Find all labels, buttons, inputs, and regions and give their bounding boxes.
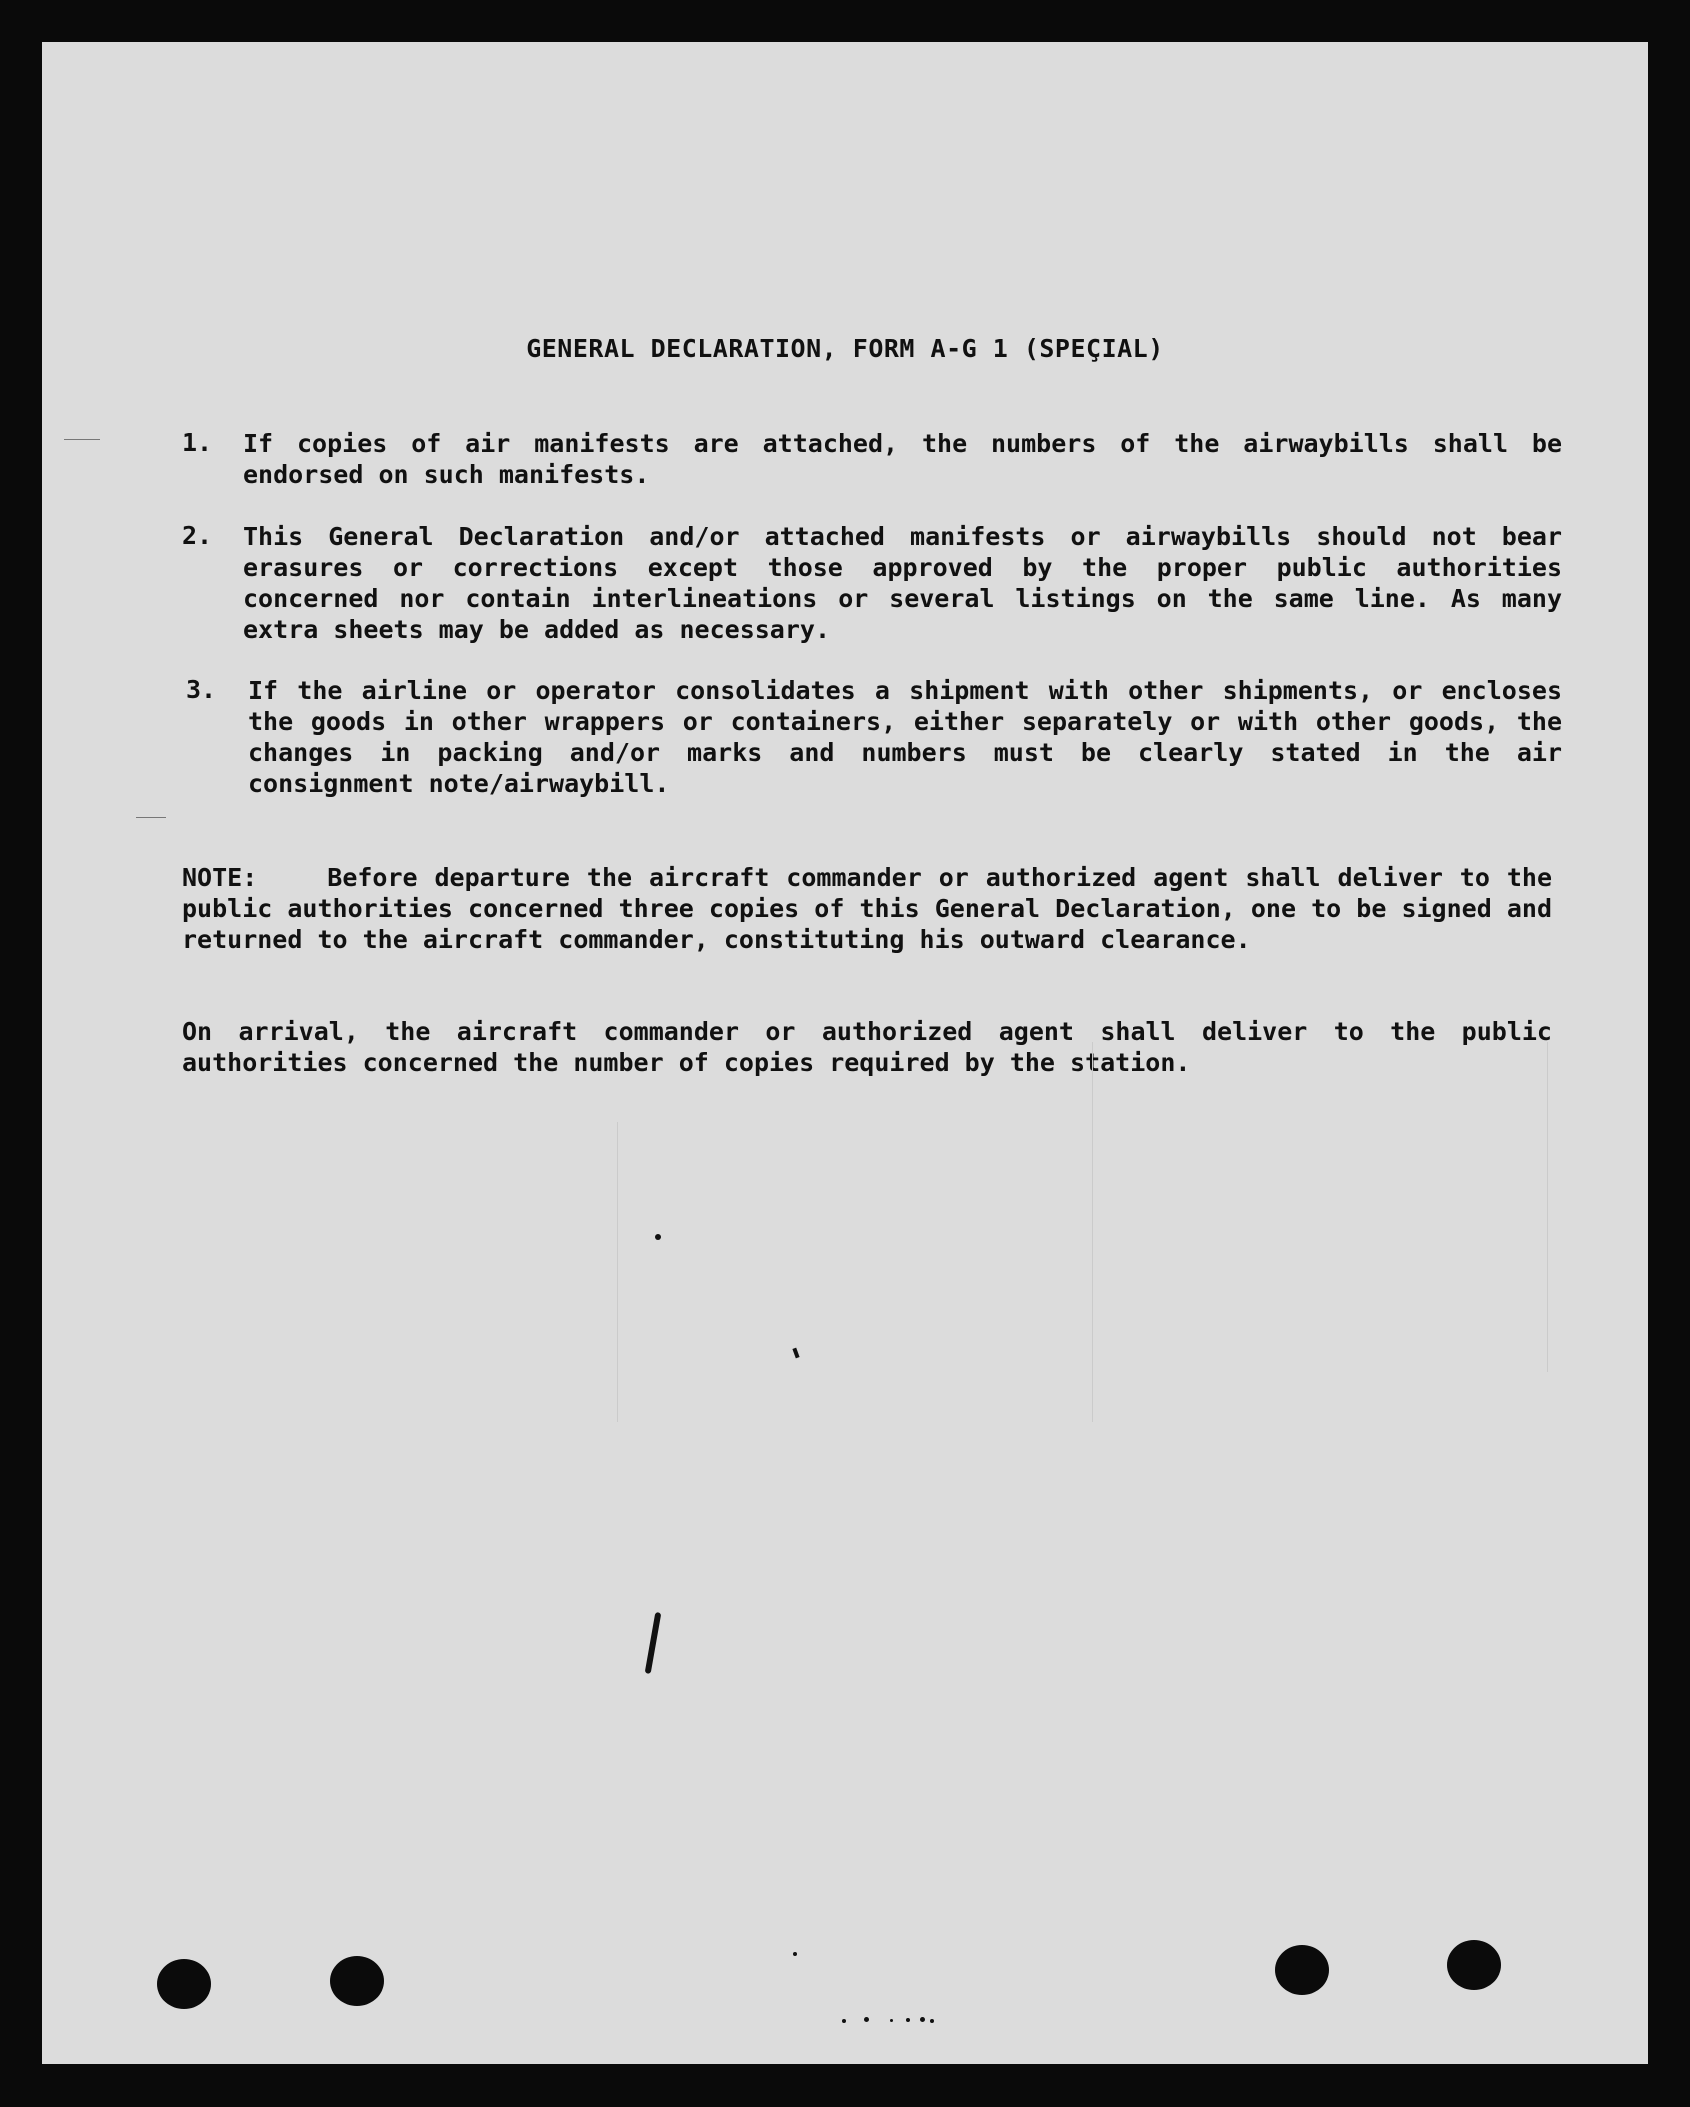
margin-tick [136, 817, 166, 818]
item-number: 2. [182, 521, 213, 550]
margin-tick [64, 439, 100, 440]
punch-hole [157, 1959, 211, 2009]
arrival-paragraph [182, 1016, 1552, 1078]
ink-speck [842, 2019, 846, 2023]
ink-speck [792, 1348, 799, 1359]
ink-speck [906, 2018, 910, 2022]
ink-speck [890, 2019, 893, 2022]
scan-artifact-line [617, 1122, 618, 1422]
note-paragraph [182, 862, 1552, 955]
item-number: 1. [182, 428, 213, 457]
ink-speck [864, 2017, 869, 2022]
item-text: If copies of air manifests are attached, the numbers of the airwaybills shall be endorsed on such manifests. [243, 429, 1562, 489]
punch-hole [330, 1956, 384, 2006]
scan-artifact-line [1547, 1042, 1548, 1372]
document-page [42, 42, 1648, 2064]
ink-speck [793, 1952, 797, 1956]
note-text: Before departure the aircraft commander or authorized agent shall deliver to the public authorities concerned three copies of this General Declaration, one to be signed and returned to the aircraft commander, constituting his outward clearance. [182, 863, 1552, 954]
item-text: If the airline or operator consolidates a shipment with other shipments, or encloses the goods in other wrappers or containers, either separately or with other goods, the changes in packing and/or marks and numbers must be clearly stated in the air consignment note/airwaybill. [248, 676, 1562, 798]
ink-speck [655, 1234, 661, 1240]
scan-artifact-line [1092, 1042, 1093, 1422]
page-title: GENERAL DECLARATION, FORM A-G 1 (SPEÇIAL) [526, 334, 1164, 363]
list-item-1 [182, 428, 1562, 490]
ink-speck [920, 2017, 925, 2022]
list-item-2 [182, 521, 1562, 645]
note-label: NOTE: [182, 863, 258, 892]
arrival-text: On arrival, the aircraft commander or authorized agent shall deliver to the public authorities concerned the number of copies required by the station. [182, 1017, 1552, 1077]
ink-speck [930, 2019, 934, 2023]
item-text: This General Declaration and/or attached manifests or airwaybills should not bear erasures or corrections except those approved by the proper public authorities concerned nor contain interlineations or several listings on the same line. As many extra sheets may be added as necessary. [243, 522, 1562, 644]
punch-hole [1275, 1945, 1329, 1995]
ink-mark [645, 1612, 662, 1674]
list-item-3 [182, 675, 1562, 799]
punch-hole [1447, 1940, 1501, 1990]
item-number: 3. [186, 675, 217, 704]
